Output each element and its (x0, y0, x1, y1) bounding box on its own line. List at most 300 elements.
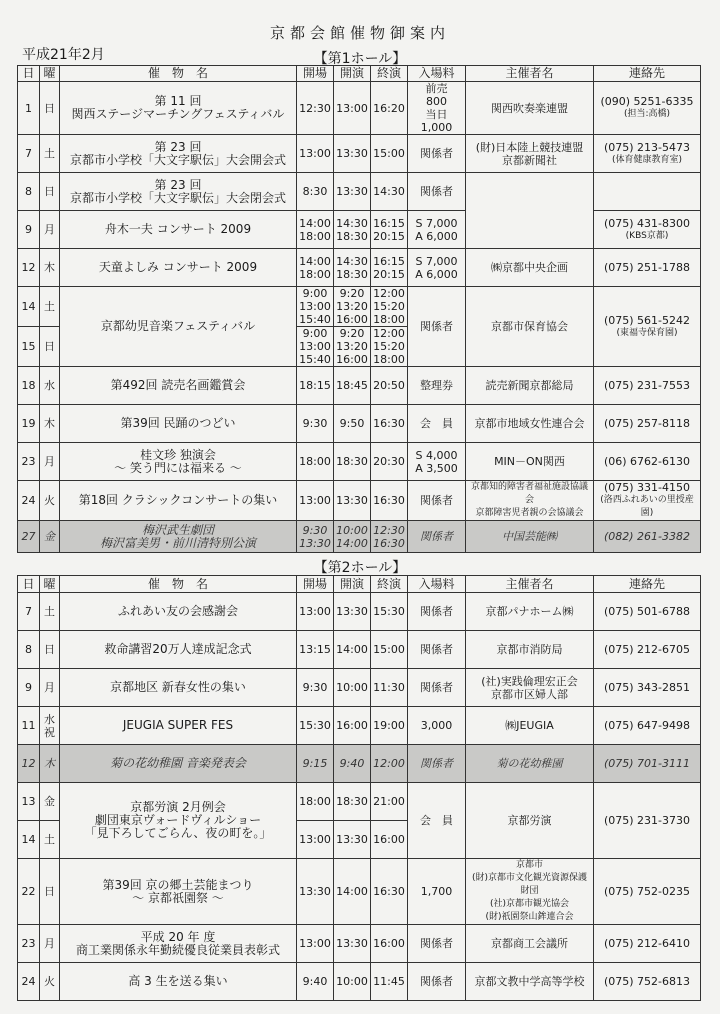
cell-dow: 月 (40, 443, 60, 481)
cell-line: 関係者 (420, 320, 453, 333)
cell-line: 18:00 (373, 353, 405, 366)
cell-line: 京都障害児者親の会協議会 (475, 508, 584, 518)
cell-line: 15:40 (299, 353, 331, 366)
cell-dow: 木 (40, 405, 60, 443)
cell-line: 12:00 (373, 327, 405, 340)
cell-org (466, 783, 594, 859)
event-row (18, 631, 701, 669)
cell-line: 14:00 (336, 885, 368, 898)
event-row (18, 859, 701, 925)
cell-line: (075) 257-8118 (603, 417, 691, 430)
cell-line: 18:00 (299, 229, 331, 243)
cell-line: 13:00 (299, 937, 331, 950)
cell-fee (408, 963, 466, 1001)
cell-line: 18:00 (373, 313, 405, 326)
cell-dow: 月 (40, 669, 60, 707)
cell-end (371, 443, 408, 481)
cell-dow: 日 (40, 327, 60, 367)
cell-start (334, 821, 371, 859)
event-row (18, 593, 701, 631)
cell-fee (408, 405, 466, 443)
cell-line: 16:00 (336, 353, 368, 366)
cell-open (297, 783, 334, 821)
cell-line: 京都商工会議所 (491, 937, 568, 950)
cell-line: 第 23 回 (154, 177, 202, 192)
cell-line: 20:15 (373, 229, 405, 243)
cell-org (466, 405, 594, 443)
cell-line: 9:00 (302, 327, 328, 340)
cell-dow: 土 (40, 821, 60, 859)
cell-dow: 日 (40, 631, 60, 669)
cell-name (60, 631, 297, 669)
cell-line: 9:30 (302, 523, 328, 537)
cell-day: 15 (18, 327, 40, 367)
cell-org (466, 481, 594, 521)
cell-day: 23 (18, 443, 40, 481)
cell-line: 第18回 クラシックコンサートの集い (78, 493, 278, 507)
cell-org (466, 963, 594, 1001)
cell-line: 関係者 (420, 185, 453, 198)
cell-org (466, 631, 594, 669)
cell-org (466, 707, 594, 745)
event-row (18, 173, 701, 211)
cell-end (371, 82, 408, 135)
cell-line: 関係者 (420, 605, 453, 618)
cell-org (466, 443, 594, 481)
cell-name (60, 211, 297, 249)
header-admission: 入場料 (408, 66, 466, 82)
cell-line: 18:45 (336, 379, 368, 392)
cell-line: 9:40 (339, 757, 365, 770)
cell-line: 13:20 (336, 340, 368, 353)
cell-line: (075) 752-0235 (603, 885, 691, 898)
cell-line: 11:30 (373, 681, 405, 694)
cell-dow: 土 (40, 135, 60, 173)
cell-open (297, 521, 334, 553)
cell-open (297, 821, 334, 859)
cell-line: 13:30 (336, 833, 368, 846)
cell-name (60, 82, 297, 135)
cell-line: 13:30 (336, 605, 368, 618)
cell-line: 第39回 京の郷土芸能まつり (102, 877, 254, 892)
cell-line: (075) 701-3111 (603, 757, 691, 770)
cell-start (334, 367, 371, 405)
cell-line: 劇団東京ヴォードヴィルショー (94, 813, 262, 827)
cell-line: 16:00 (336, 719, 368, 732)
hall1-title: 【第1ホール】 (313, 51, 407, 67)
cell-line: 京都幼児音楽フェスティバル (100, 319, 256, 333)
cell-line: 関係者 (420, 643, 453, 656)
cell-line: 13:20 (336, 300, 368, 313)
cell-name (60, 287, 297, 367)
cell-dow: 金 (40, 783, 60, 821)
cell-day: 12 (18, 745, 40, 783)
cell-line: (075) 561-5242 (603, 313, 691, 327)
cell-line: 天童よしみ コンサート 2009 (98, 260, 258, 274)
cell-line: 18:30 (336, 455, 368, 468)
cell-line: 高 3 生を送る集い (128, 974, 228, 988)
cell-contact (594, 783, 701, 859)
cell-line: 12:30 (373, 523, 405, 537)
cell-line: 菊の花幼稚園 音楽発表会 (110, 756, 246, 770)
cell-fee (408, 669, 466, 707)
cell-line: 3,000 (420, 719, 453, 732)
event-row (18, 405, 701, 443)
cell-line: 13:15 (299, 643, 331, 656)
cell-line: 13:00 (299, 300, 331, 313)
cell-line: 京都新聞社 (502, 153, 557, 167)
cell-line: 第 23 回 (154, 139, 202, 154)
cell-start (334, 135, 371, 173)
cell-line: 20:15 (373, 267, 405, 281)
cell-line: 13:30 (336, 185, 368, 198)
cell-name (60, 481, 297, 521)
cell-line: (体育健康教育室) (611, 154, 683, 165)
cell-contact (594, 287, 701, 367)
cell-line: (06) 6762-6130 (603, 455, 691, 468)
cell-line: ～ 京都祇園祭 ～ (132, 890, 224, 905)
cell-line: 9:20 (339, 287, 365, 300)
cell-day: 27 (18, 521, 40, 553)
cell-line: 13:30 (299, 885, 331, 898)
header-doors-open: 開場 (297, 66, 334, 82)
cell-day: 8 (18, 631, 40, 669)
cell-fee (408, 925, 466, 963)
cell-line: 京都文教中学高等学校 (474, 975, 585, 988)
cell-line: 16:30 (373, 885, 405, 898)
cell-line: 10:00 (336, 975, 368, 988)
cell-end (371, 367, 408, 405)
header-contact: 連絡先 (594, 66, 701, 82)
cell-line: 水 (44, 712, 55, 726)
cell-start (334, 211, 371, 249)
header-start: 開演 (334, 576, 371, 593)
cell-line: 14:30 (336, 254, 368, 268)
cell-line: (KBS京都) (625, 230, 669, 241)
cell-end (371, 135, 408, 173)
cell-dow: 日 (40, 859, 60, 925)
cell-contact (594, 481, 701, 521)
cell-end (371, 521, 408, 553)
cell-line: 9:30 (302, 681, 328, 694)
cell-end (371, 821, 408, 859)
cell-line: 13:00 (299, 605, 331, 618)
cell-dow: 土 (40, 287, 60, 327)
cell-dow (40, 707, 60, 745)
header-day: 日 (18, 66, 40, 82)
event-row (18, 443, 701, 481)
cell-line: 16:30 (373, 417, 405, 430)
cell-line: 19:00 (373, 719, 405, 732)
cell-start (334, 669, 371, 707)
cell-start (334, 707, 371, 745)
header-event-name: 催 物 名 (60, 66, 297, 82)
cell-contact (594, 669, 701, 707)
cell-line: 9:15 (302, 757, 328, 770)
cell-day: 14 (18, 821, 40, 859)
cell-line: 桂文珍 独演会 (140, 447, 216, 462)
cell-line: 13:00 (299, 833, 331, 846)
cell-dow: 火 (40, 481, 60, 521)
cell-line: 20:50 (373, 379, 405, 392)
month-label: 平成21年2月 (22, 47, 105, 63)
cell-contact (594, 521, 701, 553)
cell-line: (075) 752-6813 (603, 975, 691, 988)
cell-org (466, 925, 594, 963)
cell-dow: 月 (40, 925, 60, 963)
event-row (18, 669, 701, 707)
cell-day: 8 (18, 173, 40, 211)
cell-org (466, 593, 594, 631)
cell-open (297, 443, 334, 481)
header-doors-open: 開場 (297, 576, 334, 593)
cell-line: 15:00 (373, 643, 405, 656)
cell-line: 14:30 (336, 216, 368, 230)
header-event-name: 催 物 名 (60, 576, 297, 593)
cell-dow: 日 (40, 82, 60, 135)
cell-line: 9:50 (339, 417, 365, 430)
cell-line: 関係者 (420, 494, 453, 507)
cell-line: 関係者 (420, 937, 453, 950)
cell-line: 20:30 (373, 455, 405, 468)
cell-end (371, 481, 408, 521)
cell-line: 8:30 (302, 185, 328, 198)
cell-contact (594, 249, 701, 287)
cell-name (60, 859, 297, 925)
cell-day: 18 (18, 367, 40, 405)
cell-day: 9 (18, 669, 40, 707)
cell-line: 商工業関係永年勤続優良従業員表彰式 (75, 942, 280, 957)
cell-end (371, 211, 408, 249)
cell-line: 10:00 (336, 523, 368, 537)
cell-fee (408, 745, 466, 783)
cell-name (60, 963, 297, 1001)
cell-open (297, 327, 334, 367)
hall1-table (17, 65, 701, 553)
cell-start (334, 859, 371, 925)
cell-name (60, 669, 297, 707)
cell-line: 会 員 (420, 417, 453, 430)
cell-line: 13:30 (336, 494, 368, 507)
cell-line: 12:00 (373, 287, 405, 300)
cell-line: (財)祇園祭山鉾連合会 (485, 912, 574, 922)
cell-line: 京都知的障害者福祉施設協議会 (470, 482, 588, 505)
cell-day: 24 (18, 963, 40, 1001)
cell-open (297, 211, 334, 249)
cell-contact (594, 173, 701, 211)
cell-name (60, 443, 297, 481)
cell-line: 14:30 (373, 185, 405, 198)
cell-fee (408, 783, 466, 859)
cell-line: ～ 笑う門には福来る ～ (114, 460, 242, 475)
cell-end (371, 745, 408, 783)
cell-open (297, 173, 334, 211)
cell-org (466, 249, 594, 287)
cell-name (60, 707, 297, 745)
cell-line: A 3,500 (415, 461, 458, 475)
cell-end (371, 593, 408, 631)
cell-line: (財)京都市文化観光資源保護財団 (471, 873, 588, 896)
cell-contact (594, 593, 701, 631)
cell-open (297, 745, 334, 783)
cell-org (466, 287, 594, 367)
cell-line: (担当:高橋) (623, 109, 671, 119)
cell-end (371, 859, 408, 925)
cell-line: 京都市消防局 (496, 643, 563, 656)
header-day: 日 (18, 576, 40, 593)
cell-line: 13:30 (336, 937, 368, 950)
cell-start (334, 249, 371, 287)
cell-open (297, 707, 334, 745)
cell-dow: 火 (40, 963, 60, 1001)
cell-fee (408, 367, 466, 405)
cell-line: 関係者 (420, 147, 453, 160)
cell-dow: 金 (40, 521, 60, 553)
cell-line: 京都市地域女性連合会 (474, 417, 585, 430)
cell-line: 13:30 (336, 147, 368, 160)
cell-line: 9:30 (302, 417, 328, 430)
cell-day: 13 (18, 783, 40, 821)
cell-line: 9:40 (302, 975, 328, 988)
cell-day: 7 (18, 135, 40, 173)
cell-line: (075) 343-2851 (603, 681, 691, 694)
cell-line: 16:00 (373, 937, 405, 950)
cell-fee (408, 707, 466, 745)
cell-line: 18:15 (299, 379, 331, 392)
cell-line: S 7,000 (415, 216, 458, 230)
cell-fee (408, 631, 466, 669)
cell-dow: 月 (40, 211, 60, 249)
header-end: 終演 (371, 66, 408, 82)
cell-line: (075) 212-6705 (603, 643, 691, 656)
cell-line: 関係者 (420, 681, 453, 694)
cell-open (297, 367, 334, 405)
event-row (18, 925, 701, 963)
cell-contact (594, 925, 701, 963)
cell-org (466, 173, 594, 249)
cell-start (334, 521, 371, 553)
cell-line: S 4,000 (415, 448, 458, 462)
cell-line: 14:00 (336, 536, 368, 550)
cell-start (334, 287, 371, 327)
cell-name (60, 249, 297, 287)
cell-line: 15:40 (299, 313, 331, 326)
cell-fee (408, 521, 466, 553)
cell-name (60, 135, 297, 173)
cell-day: 11 (18, 707, 40, 745)
cell-open (297, 925, 334, 963)
cell-start (334, 82, 371, 135)
cell-end (371, 405, 408, 443)
cell-line: 第492回 読売名画鑑賞会 (110, 378, 246, 392)
header-admission: 入場料 (408, 576, 466, 593)
header-weekday: 曜 (40, 576, 60, 593)
cell-open (297, 135, 334, 173)
cell-dow: 日 (40, 173, 60, 211)
cell-line: 関係者 (420, 975, 453, 988)
cell-line: (財)日本陸上競技連盟 (475, 140, 584, 154)
cell-fee (408, 593, 466, 631)
cell-line: 京都労演 (507, 814, 552, 827)
cell-end (371, 783, 408, 821)
event-row (18, 211, 701, 249)
cell-start (334, 593, 371, 631)
cell-line: (東福寺保育園) (616, 327, 678, 338)
cell-start (334, 173, 371, 211)
cell-contact (594, 443, 701, 481)
cell-line: 読売新聞京都総局 (485, 379, 574, 392)
cell-line: (洛西ふれあいの里授産園) (600, 495, 694, 518)
cell-start (334, 745, 371, 783)
cell-line: 16:15 (373, 254, 405, 268)
cell-end (371, 707, 408, 745)
cell-line: 10:00 (336, 681, 368, 694)
event-row (18, 963, 701, 1001)
cell-line: 15:00 (373, 147, 405, 160)
cell-end (371, 631, 408, 669)
cell-line: 16:30 (373, 494, 405, 507)
cell-line: 15:30 (373, 605, 405, 618)
cell-fee (408, 135, 466, 173)
cell-name (60, 783, 297, 859)
cell-line: (082) 261-3382 (603, 530, 691, 543)
cell-line: 1,700 (420, 885, 453, 898)
cell-line: 祝 (44, 725, 55, 739)
cell-name (60, 173, 297, 211)
header-organizer: 主催者名 (466, 66, 594, 82)
header-weekday: 曜 (40, 66, 60, 82)
cell-line: 13:00 (299, 494, 331, 507)
event-row (18, 521, 701, 553)
cell-start (334, 631, 371, 669)
cell-line: 第 11 回 (154, 94, 202, 108)
cell-day: 12 (18, 249, 40, 287)
cell-name (60, 367, 297, 405)
event-row (18, 82, 701, 135)
cell-line: 13:00 (336, 101, 368, 115)
cell-line: A 6,000 (415, 267, 458, 281)
cell-line: 15:20 (373, 300, 405, 313)
cell-line: 菊の花幼稚園 (496, 757, 563, 770)
cell-line: (社)京都市観光協会 (489, 899, 570, 909)
cell-open (297, 631, 334, 669)
cell-open (297, 669, 334, 707)
cell-open (297, 405, 334, 443)
cell-line: (075) 231-7553 (603, 379, 691, 392)
cell-fee (408, 481, 466, 521)
cell-line: 14:00 (299, 216, 331, 230)
cell-end (371, 173, 408, 211)
hall2-table (17, 575, 701, 1001)
cell-line: S 7,000 (415, 254, 458, 268)
cell-line: (075) 431-8300 (603, 216, 691, 230)
cell-dow: 木 (40, 249, 60, 287)
cell-line: 14:00 (336, 643, 368, 656)
cell-line: 関係者 (420, 757, 453, 770)
cell-end (371, 287, 408, 327)
event-row (18, 707, 701, 745)
cell-fee (408, 82, 466, 135)
header-end: 終演 (371, 576, 408, 593)
cell-line: 京都市 (515, 860, 543, 870)
cell-line: ㈱JEUGIA (505, 719, 554, 732)
cell-end (371, 327, 408, 367)
cell-line: 救命講習20万人達成記念式 (104, 642, 252, 656)
cell-line: 11:45 (373, 975, 405, 988)
cell-line: 前売 800 (425, 82, 459, 108)
cell-line: 平成 20 年 度 (140, 929, 216, 944)
cell-line: 13:00 (299, 147, 331, 160)
